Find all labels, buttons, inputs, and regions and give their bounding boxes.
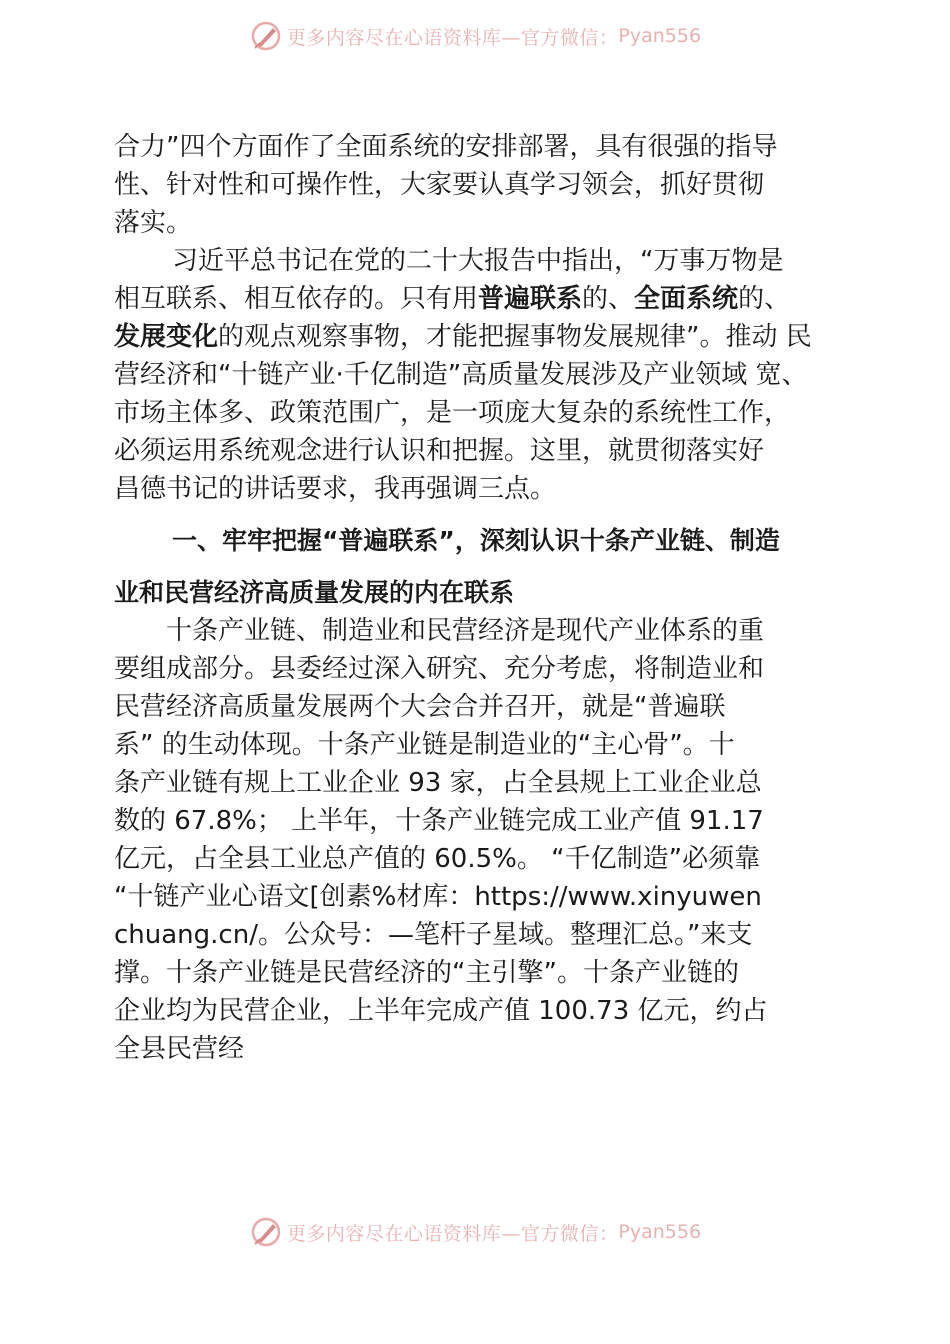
watermark-wechat-id: Pyan556 xyxy=(618,1221,702,1243)
text-line: 亿元，占全县工业总产值的 60.5%。 “千亿制造”必须靠 xyxy=(114,844,761,874)
text-line: 必须运用系统观念进行认识和把握。这里，就贯彻落实好 xyxy=(114,436,765,466)
quill-seal-icon xyxy=(249,1215,283,1249)
bold-run: 发展变化 xyxy=(114,322,219,352)
text-line: 性、针对性和可操作性，大家要认真学习领会，抓好贯彻 xyxy=(114,170,765,200)
text-run: 的观点观察事物，才能把握事物发展规律”。推动 民 xyxy=(218,322,812,352)
text-line: 营经济和“十链产业·千亿制造”高质量发展涉及产业领域 宽、 xyxy=(114,360,808,390)
text-line: 全县民营经 xyxy=(114,1034,245,1064)
watermark-text: 更多内容尽在心语资料库—官方微信： xyxy=(286,1222,619,1245)
text-line xyxy=(114,280,854,318)
text-line: 昌德书记的讲话要求，我再强调三点。 xyxy=(114,474,557,504)
text-line: 市场主体多、政策范围广，是一项庞大复杂的系统性工作， xyxy=(114,398,791,428)
bold-run: 普遍联系 xyxy=(478,284,583,314)
text-line: chuang.cn/。公众号：—笔杆子星域。整理汇总。”来支 xyxy=(114,920,753,950)
section-heading: 一、牢牢把握“普遍联系”，深刻认识十条产业链、制造 xyxy=(172,526,780,555)
text-run: 相互联系、相互依存的。只有用 xyxy=(114,284,479,314)
section-heading: 业和民营经济高质量发展的内在联系 xyxy=(114,578,515,607)
text-line: 落实。 xyxy=(114,208,193,238)
header-watermark xyxy=(0,14,950,58)
text-line: 条产业链有规上工业企业 93 家，占全县规上工业企业总 xyxy=(114,768,762,798)
text-run: 的、 xyxy=(582,284,635,314)
footer-watermark xyxy=(0,1210,950,1254)
quill-seal-icon xyxy=(249,19,283,53)
text-line: 合力”四个方面作了全面系统的安排部署，具有很强的指导 xyxy=(114,132,778,162)
text-line: 民营经济高质量发展两个大会合并召开，就是“普遍联 xyxy=(114,692,726,722)
text-line: 十条产业链、制造业和民营经济是现代产业体系的重 xyxy=(166,616,765,646)
text-run: 的、 xyxy=(738,284,791,314)
text-line: “十链产业心语文[创素%材库：https://www.xinyuwen xyxy=(114,882,762,912)
text-line: 撑。十条产业链是民营经济的“主引擎”。十条产业链的 xyxy=(114,958,739,988)
text-line: 系” 的生动体现。十条产业链是制造业的“主心骨”。十 xyxy=(114,730,735,760)
text-line: 要组成部分。县委经过深入研究、充分考虑，将制造业和 xyxy=(114,654,765,684)
text-line: 数的 67.8%； 上半年，十条产业链完成工业产值 91.17 xyxy=(114,806,764,836)
text-line: 习近平总书记在党的二十大报告中指出，“万事万物是 xyxy=(172,246,784,276)
bold-run: 全面系统 xyxy=(634,284,739,314)
document-body xyxy=(114,128,854,1068)
text-line: 企业均为民营企业，上半年完成产值 100.73 亿元，约占 xyxy=(114,996,768,1026)
text-line xyxy=(114,318,854,356)
watermark-text: 更多内容尽在心语资料库—官方微信： xyxy=(286,26,619,49)
watermark-wechat-id: Pyan556 xyxy=(618,25,702,47)
